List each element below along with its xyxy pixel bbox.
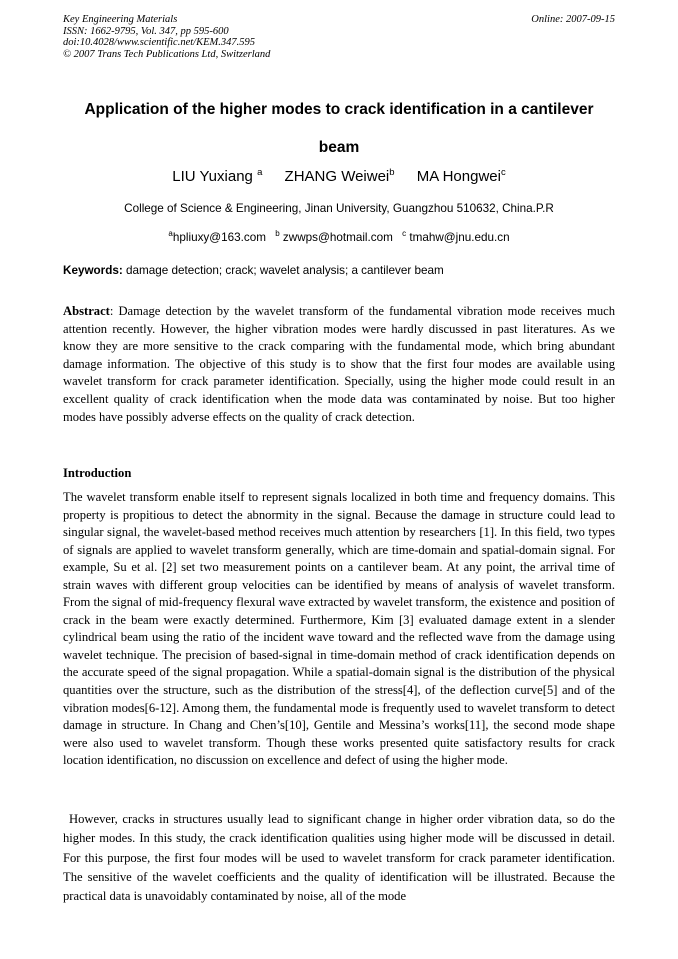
author-affiliation-mark: b (389, 167, 395, 178)
email-address: tmahw@jnu.edu.cn (409, 230, 510, 244)
paragraph: The wavelet transform enable itself to represent signals localized in both time and frequency domains. This property is propitious to detect the abnormity in the signal. Because the damage in structure could lead to singular signal, the wavelet-based method receives much attention by researchers [1]. In this field, two types of signals are applied to wavelet transform generally, which are time-domain and spatial-domain signal. For example, Su et al. [2] set two measurement points on a cantilever beam. At any point, the arrival time of strain waves with different group velocities can be identified by means of analysis of wavelet transform. From the signal of mid-frequency flexural wave extracted by wavelet transform, the existence and position of crack in the beam were exactly determined. Furthermore, Kim [3] evaluated damage extent in a slender cylindrical beam using the ratio of the incident wave toward and the reflected wave from the damage using wavelet technique. The precision of based-signal in time-domain method of crack identification depends on the accurate speed of the signal propagation. While a spatial-domain signal is the distribution of the physical quantities over the structure, such as the distribution of the stress[4], of the deflection curve[5] and of the vibration modes[6-12]. Among them, the fundamental mode is frequently used to wavelet transform to detect damage in structure. In Chang and Chen’s[10], Gentile and Messina’s works[11], the second mode shape were also used to wavelet transform. Though these works presented quite satisfactory results for crack location identification, no discussion on excellence and defect of using the higher mode. (63, 490, 615, 768)
journal-copyright: © 2007 Trans Tech Publications Ltd, Switzerland (63, 48, 271, 60)
online-date: Online: 2007-09-15 (531, 14, 615, 25)
email-address: zwwps@hotmail.com (282, 230, 393, 244)
author-name: MA Hongwei (416, 168, 501, 185)
journal-doi: doi:10.4028/www.scientific.net/KEM.347.595 (63, 37, 255, 48)
keywords (63, 263, 615, 279)
author-affiliation-mark: c (500, 167, 506, 178)
section-heading: Introduction (63, 466, 132, 480)
email (402, 231, 509, 244)
email (275, 231, 393, 244)
abstract-label: Abstract (63, 304, 110, 318)
abstract (63, 303, 615, 426)
author-name: ZHANG Weiwei (284, 168, 390, 185)
email-address: hpliuxy@163.com (172, 230, 266, 244)
keywords-text: damage detection; crack; wavelet analysis; a cantilever beam (126, 264, 444, 277)
author-name: LIU Yuxiang (172, 168, 253, 185)
email-mark: c (402, 229, 407, 238)
paragraph: However, cracks in structures usually lead to significant change in higher order vibration data, so do the higher modes. In this study, the crack identification qualities using higher mode will be discussed in detail. For this purpose, the first four modes will be used to wavelet transform for crack parameter identification. The sensitive of the wavelet coefficients and the quality of identification will be illustrated. Because the practical data is unavoidably contaminated by noise, all of the mode (63, 812, 615, 904)
email-list (63, 226, 615, 246)
affiliation: College of Science & Engineering, Jinan University, Guangzhou 510632, China.P.R (124, 202, 554, 215)
keywords-label: Keywords: (63, 264, 123, 277)
journal-issn: ISSN: 1662-9795, Vol. 347, pp 595-600 (63, 25, 229, 37)
paper-title: Application of the higher modes to crack identification in a cantilever beam (84, 101, 594, 156)
author-affiliation-mark: a (257, 167, 263, 178)
journal-header (63, 14, 615, 60)
journal-name: Key Engineering Materials (63, 14, 178, 25)
author-list (63, 164, 615, 186)
author (285, 168, 395, 185)
abstract-text: : Damage detection by the wavelet transform of the fundamental vibration mode receives much attention recently. However, the higher vibration modes were hardly discussed in past literatures. As we know they are more sensitive to the crack comparing with the fundamental mode, which bring abundant damage information. The objective of this study is to show that the first four modes are available using wavelet transform for crack parameter identification. Specially, using the higher mode could result in an excellent quality of crack identification when the mode data was contaminated by noise. But too higher modes have possibly adverse effects on the quality of crack detection. (63, 304, 615, 424)
author (417, 168, 506, 185)
email-mark: a (168, 229, 173, 238)
email (168, 231, 266, 244)
email-mark: b (275, 229, 280, 238)
author (172, 168, 262, 185)
